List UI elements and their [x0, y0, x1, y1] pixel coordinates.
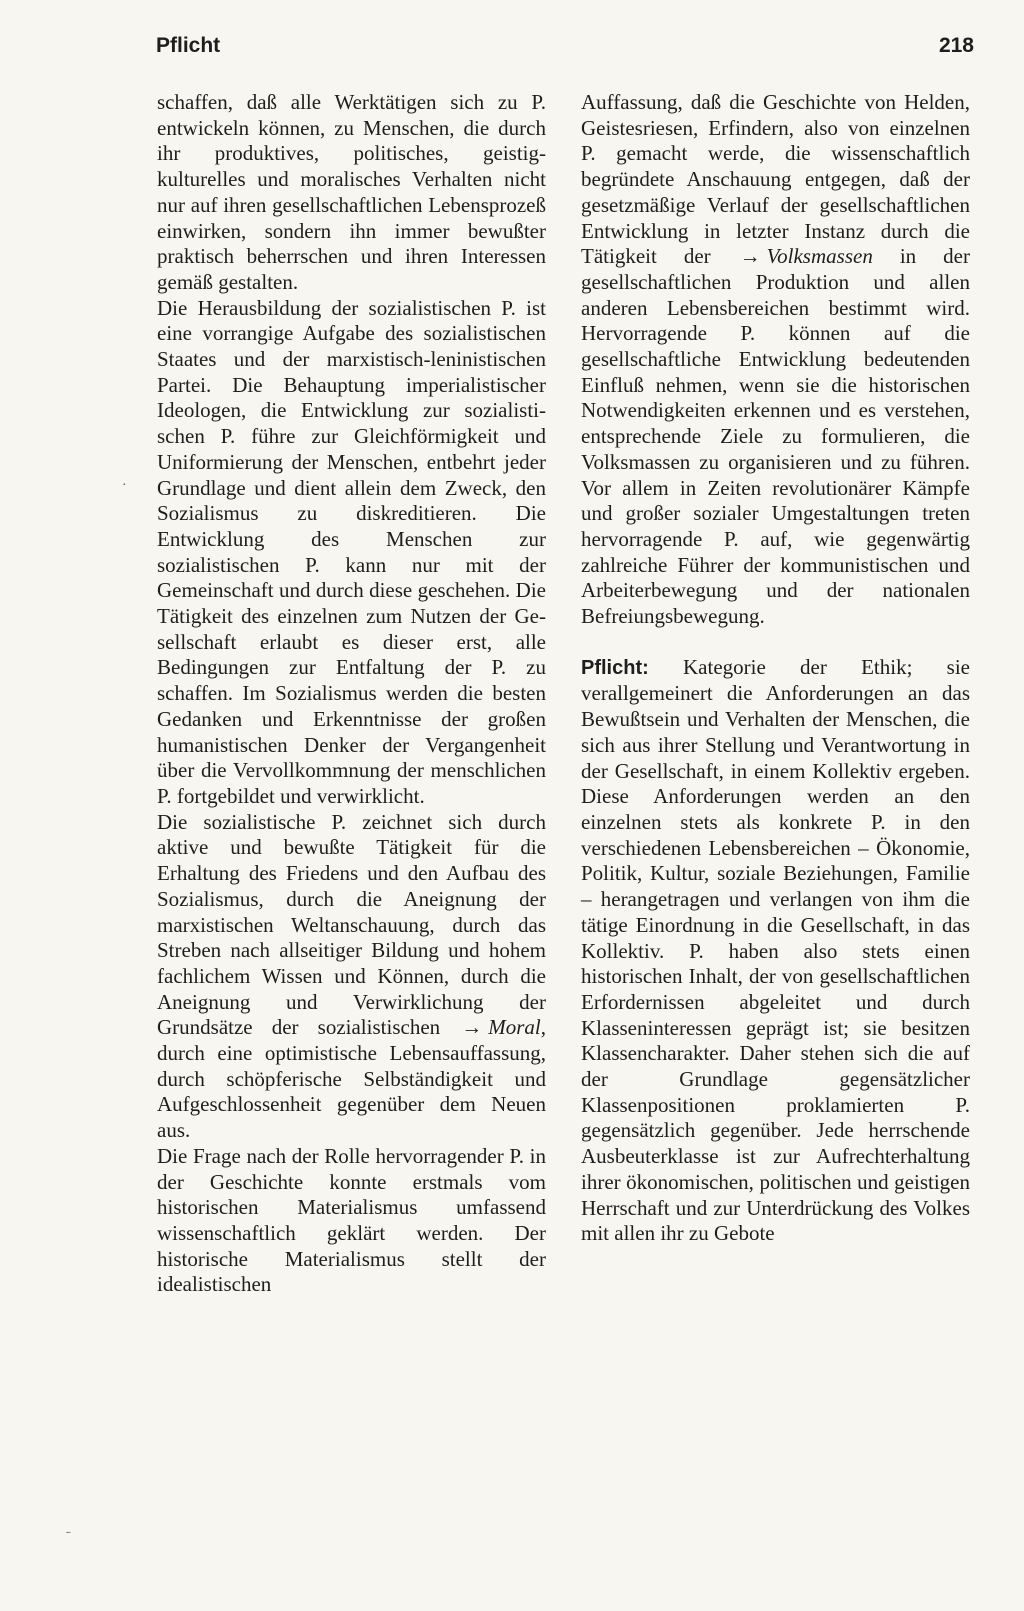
cross-reference-arrow-icon: → — [461, 1015, 483, 1040]
right-paragraph-1 — [581, 90, 970, 630]
left-column — [157, 90, 546, 1298]
dictionary-entry-pflicht — [581, 655, 970, 1247]
cross-reference-arrow-icon: → — [739, 244, 761, 269]
entry-term: Pflicht: — [581, 656, 649, 679]
left-paragraph-3-text-before: Die sozialistische P. zeichnet sich durch aktive und bewußte Tätigkeit für die Erhaltung des Friedens und den Aufbau des Sozialismus, durch die Aneignung der marxistischen Weltanschauung, durch das Streben nach allseitiger Bildung und hohem fachlichem Wissen und Können, durch die Aneignung und Verwirklichung der Grundsätze der sozialistischen — [157, 809, 546, 1040]
left-paragraph-3 — [157, 810, 546, 1144]
left-paragraph-4: Die Frage nach der Rolle hervorragender P. in der Geschichte konnte erstmals vom historischen Materialismus umfassend wissenschaftlich geklärt werden. Der historische Materialismus stellt der idealistischen — [157, 1143, 546, 1297]
left-paragraph-1: schaffen, daß alle Werktätigen sich zu P. entwickeln können, zu Menschen, die durch ihr produktives, politisches, geistig-kulturelles und moralisches Verhalten nicht nur auf ihren gesellschaftlichen Lebensprozeß einwirken, sondern ihn immer bewußter praktisch beherrschen und ihren Interessen gemäß gestalten. — [157, 90, 546, 294]
margin-speck: · — [122, 478, 127, 493]
left-paragraph-2: Die Herausbildung der sozialistischen P. ist eine vorrangige Aufgabe des sozialistischen Staates und der marxistisch-leninistischen Partei. Die Behauptung imperialistischer Ideologen, die Entwicklung zur sozialistischen P. führe zur Gleichförmigkeit und Uniformierung der Menschen, entbehrt jeder Grundlage und dient allein dem Zweck, den Sozialismus zu diskreditieren. Die Entwicklung des Menschen zur sozialistischen P. kann nur mit der Gemeinschaft und durch diese geschehen. Die Tätigkeit des einzelnen zum Nutzen der Gesellschaft erlaubt es dieser erst, alle Bedingungen zur Entfaltung der P. zu schaffen. Im Sozialismus werden die besten Gedanken und Erkenntnisse der großen humanistischen Denker der Vergangenheit über die Vervollkommnung der menschlichen P. fortgebildet und verwirklicht. — [157, 295, 546, 808]
cross-reference-link-moral[interactable]: Moral — [488, 1015, 541, 1040]
right-paragraph-1-text-after: in der gesellschaftlichen Produktion und allen anderen Lebensbereichen bestimmt wird. Hervorragende P. können auf die gesellschaftliche Entwicklung bedeutenden Einfluß nehmen, wenn sie die historischen Notwendigkeiten erkennen und es verstehen, entsprechende Ziele zu formulieren, die Volksmassen zu organisieren und zu führen. Vor allem in Zeiten revolutionärer Kämpfe und großer sozialer Umgestaltungen treten hervorragende P. auf, wie gegenwärtig zahlreiche Führer der kommunistischen und Arbeiterbewegung und der nationalen Befreiungsbewegung. — [581, 244, 970, 629]
cross-reference-link-volksmassen[interactable]: Volksmassen — [766, 244, 873, 269]
right-paragraph-1-text-before: Auffassung, daß die Geschichte von Helden, Geistesriesen, Erfindern, also von einzelnen P. gemacht werde, die wissenschaftlich begründete Anschauung entgegen, daß der gesetzmäßige Verlauf der gesellschaftlichen Entwicklung in letzter Instanz durch die Tätigkeit der — [581, 90, 970, 269]
left-paragraph-3-text-after: , durch eine optimistische Lebensauffassung, durch schöpferische Selbständigkeit und Aufgeschlossenheit gegenüber dem Neuen aus. — [157, 1015, 546, 1143]
right-column — [581, 90, 970, 1247]
page-number: 218 — [938, 34, 974, 57]
running-head-word: Pflicht — [156, 34, 221, 57]
running-header — [156, 34, 974, 66]
margin-speck: ˍ — [66, 1520, 71, 1535]
entry-definition: Kategorie der Ethik; sie verallgemeinert die Anforderungen an das Bewußtsein und Verhalten der Menschen, die sich aus ihrer Stellung und Verantwortung in der Gesellschaft, in einem Kollektiv ergeben. Diese Anforderungen werden an den einzelnen stets als konkrete P. in den verschiedenen Lebensbereichen – Ökonomie, Politik, Kultur, soziale Beziehungen, Familie – herangetragen und verlangen von ihm die tätige Einordnung in die Gesellschaft, in das Kollektiv. P. haben also stets einen historischen Inhalt, der von gesellschaftlichen Erfordernissen abgeleitet und durch Klasseninteressen geprägt ist; sie besitzen Klassencharakter. Daher stehen sich die auf der Grundlage gegensätzlicher Klassenpositionen proklamierten P. gegensätzlich gegenüber. Jede herrschende Ausbeuterklasse ist zur Aufrechterhaltung ihrer ökonomischen, politischen und geistigen Herrschaft und zur Unterdrückung des Volkes mit allen ihr zu Gebote — [581, 654, 970, 1246]
